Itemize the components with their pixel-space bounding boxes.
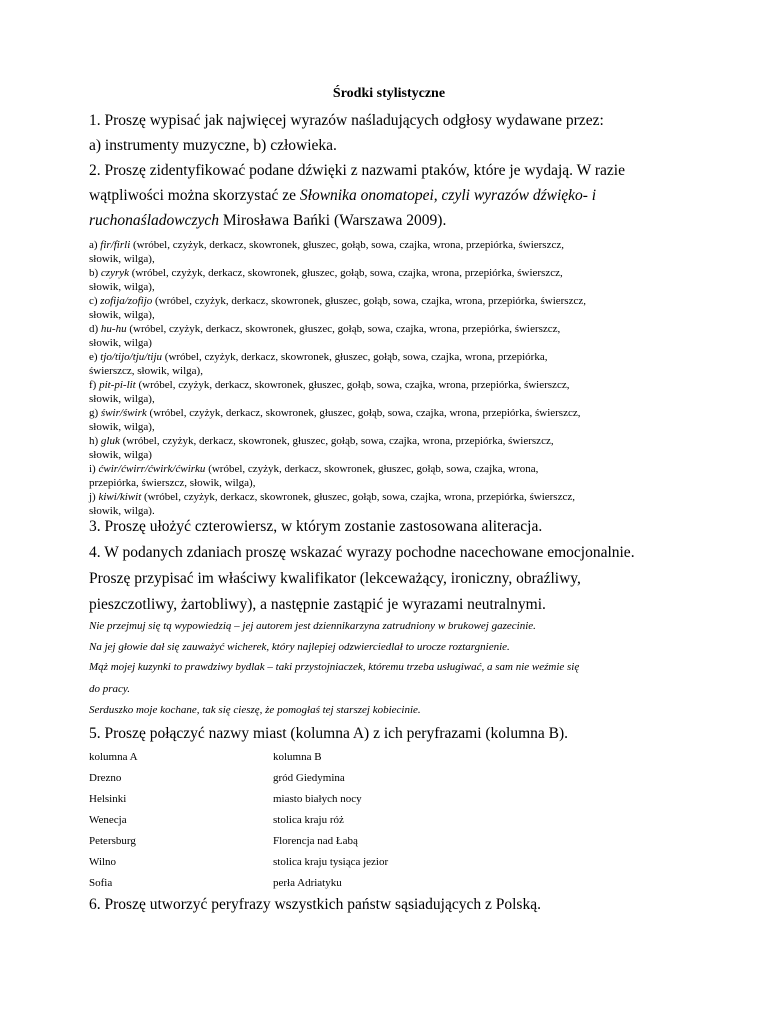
periphrasis: Florencja nad Łabą	[273, 835, 358, 847]
q2-item-h-line2: słowik, wilga)	[89, 449, 152, 461]
q3-line: 3. Proszę ułożyć czterowiersz, w którym zostanie zastosowana aliteracja.	[89, 518, 543, 535]
q2-line3: ruchonaśladowczych Mirosława Bańki (Warszawa 2009).	[89, 212, 447, 229]
q4-sentence-3-cont: do pracy.	[89, 683, 130, 695]
city-name: Sofia	[89, 877, 113, 889]
q2-item-b-line2: słowik, wilga),	[89, 281, 155, 293]
q2-item-d-line2: słowik, wilga)	[89, 337, 152, 349]
q4-line1: 4. W podanych zdaniach proszę wskazać wyrazy pochodne nacechowane emocjonalnie.	[89, 544, 635, 561]
periphrasis: perła Adriatyku	[273, 877, 342, 889]
q2-item-a-line1: a) fir/firli (wróbel, czyżyk, derkacz, skowronek, głuszec, gołąb, sowa, czajka, wrona, przepiórka, świerszcz,	[89, 239, 564, 251]
periphrasis: stolica kraju róż	[273, 814, 344, 826]
q2-item-h-line1: h) gluk (wróbel, czyżyk, derkacz, skowronek, głuszec, gołąb, sowa, czajka, wrona, przepiórka, świerszcz,	[89, 435, 554, 447]
column-b-header: kolumna B	[273, 751, 322, 763]
city-name: Drezno	[89, 772, 122, 784]
q2-item-j-line2: słowik, wilga).	[89, 505, 155, 517]
q2-item-c-line1: c) zofija/zofijo (wróbel, czyżyk, derkacz, skowronek, głuszec, gołąb, sowa, czajka, wrona, przepiórka, świerszcz,	[89, 295, 586, 307]
q1-line1: 1. Proszę wypisać jak najwięcej wyrazów naśladujących odgłosy wydawane przez:	[89, 112, 604, 129]
q4-sentence-1: Nie przejmuj się tą wypowiedzią – jej autorem jest dziennikarzyna zatrudniony w brukowej gazecinie.	[89, 620, 536, 632]
q4-sentence-2: Na jej głowie dał się zauważyć wicherek, który najlepiej odzwierciedlał to urocze roztargnienie.	[89, 641, 510, 653]
page-title: Środki stylistyczne	[332, 86, 446, 101]
column-a-header: kolumna A	[89, 751, 138, 763]
q2-item-i-line2: przepiórka, świerszcz, słowik, wilga),	[89, 477, 256, 489]
q4-sentence-3: Mąż mojej kuzynki to prawdziwy bydlak – taki przystojniaczek, któremu trzeba usługiwać, a sam nie weźmie się	[89, 661, 580, 673]
q2-item-g-line1: g) świr/świrk (wróbel, czyżyk, derkacz, skowronek, głuszec, gołąb, sowa, czajka, wrona, przepiórka, świerszcz,	[89, 407, 581, 419]
q6-line: 6. Proszę utworzyć peryfrazy wszystkich państw sąsiadujących z Polską.	[89, 896, 541, 913]
q5-line: 5. Proszę połączyć nazwy miast (kolumna A) z ich peryfrazami (kolumna B).	[89, 725, 569, 742]
q2-item-b-line1: b) czyryk (wróbel, czyżyk, derkacz, skowronek, głuszec, gołąb, sowa, czajka, wrona, przepiórka, świerszcz,	[89, 267, 563, 279]
q2-line2: wątpliwości można skorzystać ze Słownika onomatopei, czyli wyrazów dźwięko- i	[89, 187, 597, 204]
q4-sentence-4: Serduszko moje kochane, tak się cieszę, że pomogłaś tej starszej kobiecinie.	[89, 704, 421, 716]
q2-item-e-line1: e) tjo/tijo/tju/tiju (wróbel, czyżyk, derkacz, skowronek, głuszec, gołąb, sowa, czajka, wrona, przepiórka,	[89, 351, 548, 363]
city-name: Petersburg	[89, 835, 136, 847]
q2-item-c-line2: słowik, wilga),	[89, 309, 155, 321]
q4-line3: pieszczotliwy, żartobliwy), a następnie zastąpić je wyrazami neutralnymi.	[89, 596, 546, 613]
q2-item-a-line2: słowik, wilga),	[89, 253, 155, 265]
city-name: Wenecja	[89, 814, 127, 826]
city-name: Helsinki	[89, 793, 127, 805]
q2-line1: 2. Proszę zidentyfikować podane dźwięki z nazwami ptaków, które je wydają. W razie	[89, 162, 625, 179]
periphrasis: miasto białych nocy	[273, 793, 362, 805]
q2-item-j-line1: j) kiwi/kiwit (wróbel, czyżyk, derkacz, skowronek, głuszec, gołąb, sowa, czajka, wrona, przepiórka, świerszcz,	[89, 491, 575, 503]
q1-line2: a) instrumenty muzyczne, b) człowieka.	[89, 137, 337, 154]
q2-item-f-line1: f) pit-pi-lit (wróbel, czyżyk, derkacz, skowronek, głuszec, gołąb, sowa, czajka, wrona, przepiórka, świerszcz,	[89, 379, 570, 391]
q2-item-g-line2: słowik, wilga),	[89, 421, 155, 433]
q2-item-i-line1: i) ćwir/ćwirr/ćwirk/ćwirku (wróbel, czyżyk, derkacz, skowronek, głuszec, gołąb, sowa, czajka, wrona,	[89, 463, 539, 475]
q2-item-d-line1: d) hu-hu (wróbel, czyżyk, derkacz, skowronek, głuszec, gołąb, sowa, czajka, wrona, przepiórka, świerszcz,	[89, 323, 561, 335]
periphrasis: gród Giedymina	[273, 772, 345, 784]
periphrasis: stolica kraju tysiąca jezior	[273, 856, 389, 868]
city-name: Wilno	[89, 856, 117, 868]
q2-item-f-line2: słowik, wilga),	[89, 393, 155, 405]
q2-item-e-line2: świerszcz, słowik, wilga),	[89, 365, 203, 377]
q4-line2: Proszę przypisać im właściwy kwalifikator (lekceważący, ironiczny, obraźliwy,	[89, 570, 581, 587]
